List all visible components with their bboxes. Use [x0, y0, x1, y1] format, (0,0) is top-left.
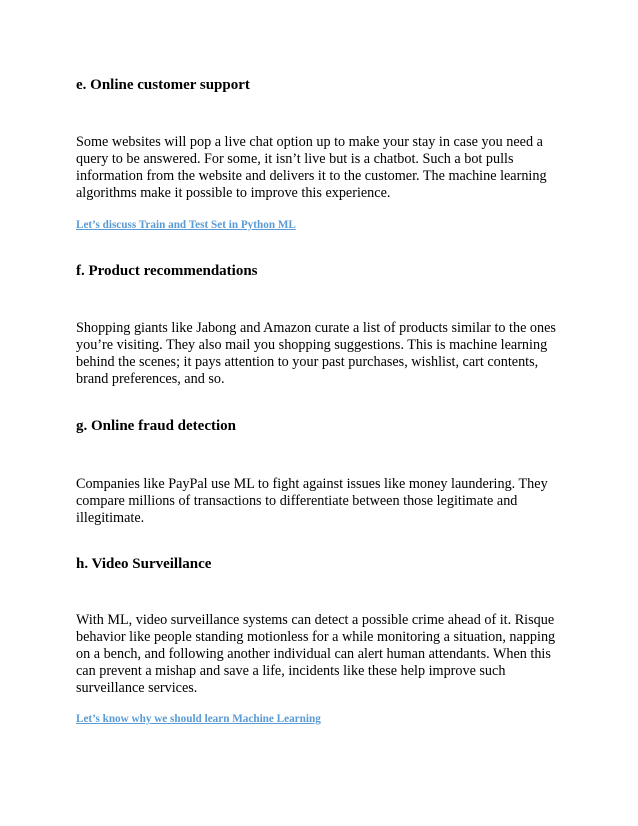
section-heading-product-recommendations: f. Product recommendations	[76, 263, 258, 279]
paragraph-line: behind the scenes; it pays attention to your past purchases, wishlist, cart contents,	[76, 354, 539, 370]
paragraph-line: can prevent a mishap and save a life, incidents like these help improve such	[76, 663, 506, 679]
paragraph-line: algorithms make it possible to improve this experience.	[76, 185, 391, 201]
paragraph-line: compare millions of transactions to differentiate between those legitimate and	[76, 493, 518, 509]
section-paragraph-online-fraud-detection	[76, 476, 566, 527]
section-heading-video-surveillance: h. Video Surveillance	[76, 556, 212, 572]
paragraph-line: behavior like people standing motionless for a while monitoring a situation, napping	[76, 629, 556, 645]
paragraph-line: Companies like PayPal use ML to fight against issues like money laundering. They	[76, 476, 548, 492]
paragraph-line: on a bench, and following another individual can alert human attendants. When this	[76, 646, 551, 662]
paragraph-line: you’re visiting. They also mail you shopping suggestions. This is machine learning	[76, 337, 548, 353]
paragraph-line: Shopping giants like Jabong and Amazon curate a list of products similar to the ones	[76, 320, 556, 336]
paragraph-line: Some websites will pop a live chat option up to make your stay in case you need a	[76, 134, 543, 150]
paragraph-line: brand preferences, and so.	[76, 371, 225, 387]
paragraph-line: information from the website and delivers it to the customer. The machine learning	[76, 168, 547, 184]
section-heading-online-customer-support: e. Online customer support	[76, 77, 250, 93]
link-train-test-set[interactable]: Let’s discuss Train and Test Set in Python ML	[76, 219, 296, 231]
link-why-learn-machine-learning[interactable]: Let’s know why we should learn Machine Learning	[76, 713, 321, 725]
paragraph-line: surveillance services.	[76, 680, 198, 696]
section-paragraph-product-recommendations	[76, 320, 566, 388]
section-paragraph-video-surveillance	[76, 612, 566, 697]
section-heading-online-fraud-detection: g. Online fraud detection	[76, 418, 236, 434]
section-paragraph-online-customer-support	[76, 134, 566, 202]
paragraph-line: query to be answered. For some, it isn’t live but is a chatbot. Such a bot pulls	[76, 151, 514, 167]
paragraph-line: illegitimate.	[76, 510, 145, 526]
paragraph-line: With ML, video surveillance systems can detect a possible crime ahead of it. Risque	[76, 612, 555, 628]
